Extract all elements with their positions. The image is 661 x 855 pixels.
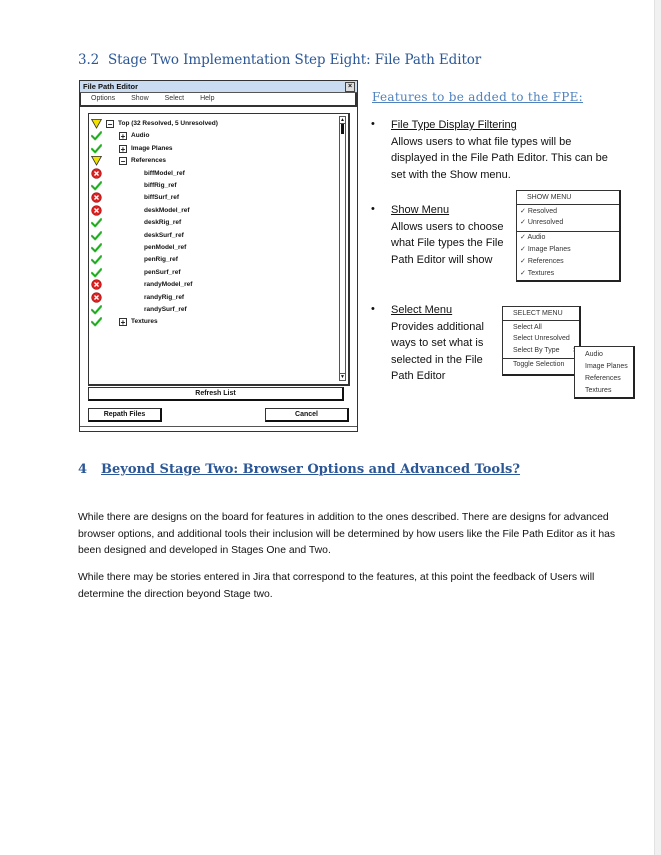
refresh-list-button[interactable]: Refresh List [88,387,344,401]
feature-line: set with the Show menu. [391,168,511,181]
tree-item-label: biffRig_ref [144,182,177,189]
menu-show[interactable]: Show [131,95,149,102]
resolved-check-icon [91,254,102,265]
resolved-check-icon [91,143,102,154]
window-title: File Path Editor [83,82,139,91]
unresolved-error-icon [91,168,102,179]
feature-line: selected in the File [391,353,483,366]
select-menu-item-by-type[interactable] [503,345,579,357]
menu-bar [80,93,357,107]
show-menu-item[interactable]: ✓ Textures [520,270,555,277]
resolved-check-icon [91,316,102,327]
tree-row[interactable] [89,118,339,130]
tree-item-label: References [131,157,167,165]
feature-line: displayed in the File Path Editor. This can be [391,152,608,164]
tree-row[interactable] [89,130,339,142]
tree-row[interactable] [89,316,339,328]
tree-item-label: randySurf_ref [144,306,187,313]
resolved-check-icon [91,217,102,228]
feature-line: Provides additional [391,320,484,333]
tree-row[interactable] [89,254,339,266]
resolved-check-icon [91,304,102,315]
show-menu-item[interactable]: ✓ Image Planes [520,246,571,253]
close-icon[interactable]: × [345,82,355,92]
tree-row[interactable] [89,304,339,316]
file-tree [88,113,350,386]
tree-item-label: Audio [131,132,150,140]
feature-line: Path Editor [391,370,446,382]
tree-item-label: randyModel_ref [144,281,193,289]
expand-plus-icon[interactable]: + [120,318,126,328]
bullet-icon: • [371,118,375,130]
select-menu-item[interactable]: Select All [513,324,542,331]
resolved-check-icon [91,267,102,278]
tree-item-label: Image Planes [131,144,173,152]
tree-item-label: penRig_ref [144,256,178,264]
submenu-item[interactable]: Image Planes [585,363,628,370]
unresolved-error-icon [91,192,102,203]
paragraph: While there are designs on the board for features in addition to the ones described. There are designs for advanced browser options, and additional tools their inclusion will be determined by how users like the File Path Editor as it has been designed and developed in Stages One and Two. [78,512,616,556]
tree-row[interactable] [89,217,339,229]
feature-line: ways to set what is [391,337,484,349]
unresolved-error-icon [91,292,102,303]
scroll-thumb[interactable] [341,124,344,134]
section-heading-3-2 [78,52,481,68]
tree-item-label: penSurf_ref [144,268,181,276]
menu-help[interactable]: Help [200,95,215,102]
feature-title: File Type Display Filtering [391,119,517,131]
menu-select[interactable]: Select [164,95,185,102]
collapse-minus-icon[interactable]: − [120,157,126,167]
section-number: 3.2 [78,52,100,68]
feature-item-show-menu [391,202,516,268]
menu-options[interactable]: Options [91,95,116,102]
warning-triangle-icon [91,155,102,166]
expand-plus-icon[interactable]: + [120,144,126,154]
section-title: Stage Two Implementation Step Eight: File Path Editor [108,52,482,68]
submenu-item[interactable]: Audio [585,351,603,358]
window-titlebar [80,81,357,93]
show-menu-item[interactable]: ✓ Audio [520,234,546,241]
show-menu-item[interactable]: ✓ Resolved [520,208,557,215]
tree-row[interactable] [89,267,339,279]
tree-row[interactable] [89,205,339,217]
submenu-item[interactable]: Textures [585,387,612,394]
select-menu-item[interactable]: Select Unresolved [513,335,570,342]
show-menu-item[interactable]: ✓ References [520,258,564,265]
tree-row[interactable] [89,155,339,167]
tree-row[interactable] [89,168,339,180]
paragraph: While there may be stories entered in Jira that correspond to the features, at this point the feedback of Users will determine the direction beyond Stage two. [78,572,595,600]
feature-item-filtering [391,117,621,183]
feature-line: Allows users to what file types will be [391,135,572,148]
section-heading-4 [78,462,520,477]
file-path-editor-mockup [79,80,358,432]
tree-item-label: deskSurf_ref [144,231,184,239]
feature-line: Path Editor will show [391,253,493,266]
expand-plus-icon[interactable]: + [120,132,126,142]
tree-row[interactable] [89,192,339,204]
select-menu-item[interactable]: Toggle Selection [513,361,565,368]
unresolved-error-icon [91,205,102,216]
section-title: Beyond Stage Two: Browser Options and Advanced Tools? [101,462,520,477]
tree-item-label: Textures [131,318,158,326]
tree-row[interactable] [89,279,339,291]
tree-item-label: biffModel_ref [144,169,185,177]
tree-row[interactable] [89,230,339,242]
tree-row[interactable] [89,242,339,254]
show-menu-item[interactable]: ✓ Unresolved [520,219,564,226]
tree-item-label: penModel_ref [144,244,187,251]
scroll-down-arrow-icon[interactable]: ▼ [340,374,345,380]
section-number: 4 [78,462,88,477]
cancel-button[interactable]: Cancel [265,408,349,422]
scrollbar[interactable] [339,116,346,381]
tree-row[interactable] [89,180,339,192]
bullet-icon: • [371,303,375,315]
show-menu-title: SHOW MENU [517,191,619,205]
submenu-item[interactable]: References [585,375,621,382]
bullet-icon: • [371,203,375,215]
select-menu-mockup [502,306,581,376]
tree-item-label: deskModel_ref [144,206,190,214]
unresolved-error-icon [91,279,102,290]
feature-line: Allows users to choose [391,220,504,233]
feature-item-select-menu [391,302,501,385]
scroll-up-arrow-icon[interactable]: ▲ [340,117,345,123]
resolved-check-icon [91,230,102,241]
tree-item-label: deskRig_ref [144,219,182,227]
features-heading: Features to be added to the FPE: [372,90,583,104]
collapse-minus-icon[interactable]: − [107,120,113,129]
window-bottom-border [80,426,357,431]
resolved-check-icon [91,180,102,191]
page-edge [654,0,661,855]
tree-item-label: Top (32 Resolved, 5 Unresolved) [118,120,218,127]
resolved-check-icon [91,130,102,141]
select-by-type-label: Select By Type [513,347,560,354]
select-by-type-submenu [574,346,635,399]
resolved-check-icon [91,242,102,253]
tree-row[interactable] [89,143,339,155]
warning-triangle-icon [91,118,102,129]
tree-row[interactable] [89,292,339,304]
tree-item-label: biffSurf_ref [144,194,180,202]
show-menu-mockup [516,190,621,282]
feature-title: Select Menu [391,304,453,316]
select-menu-title: SELECT MENU [503,307,579,321]
feature-line: what File types the File [391,237,504,249]
feature-title: Show Menu [391,204,450,216]
tree-item-label: randyRig_ref [144,293,185,301]
repath-files-button[interactable]: Repath Files [88,408,162,422]
